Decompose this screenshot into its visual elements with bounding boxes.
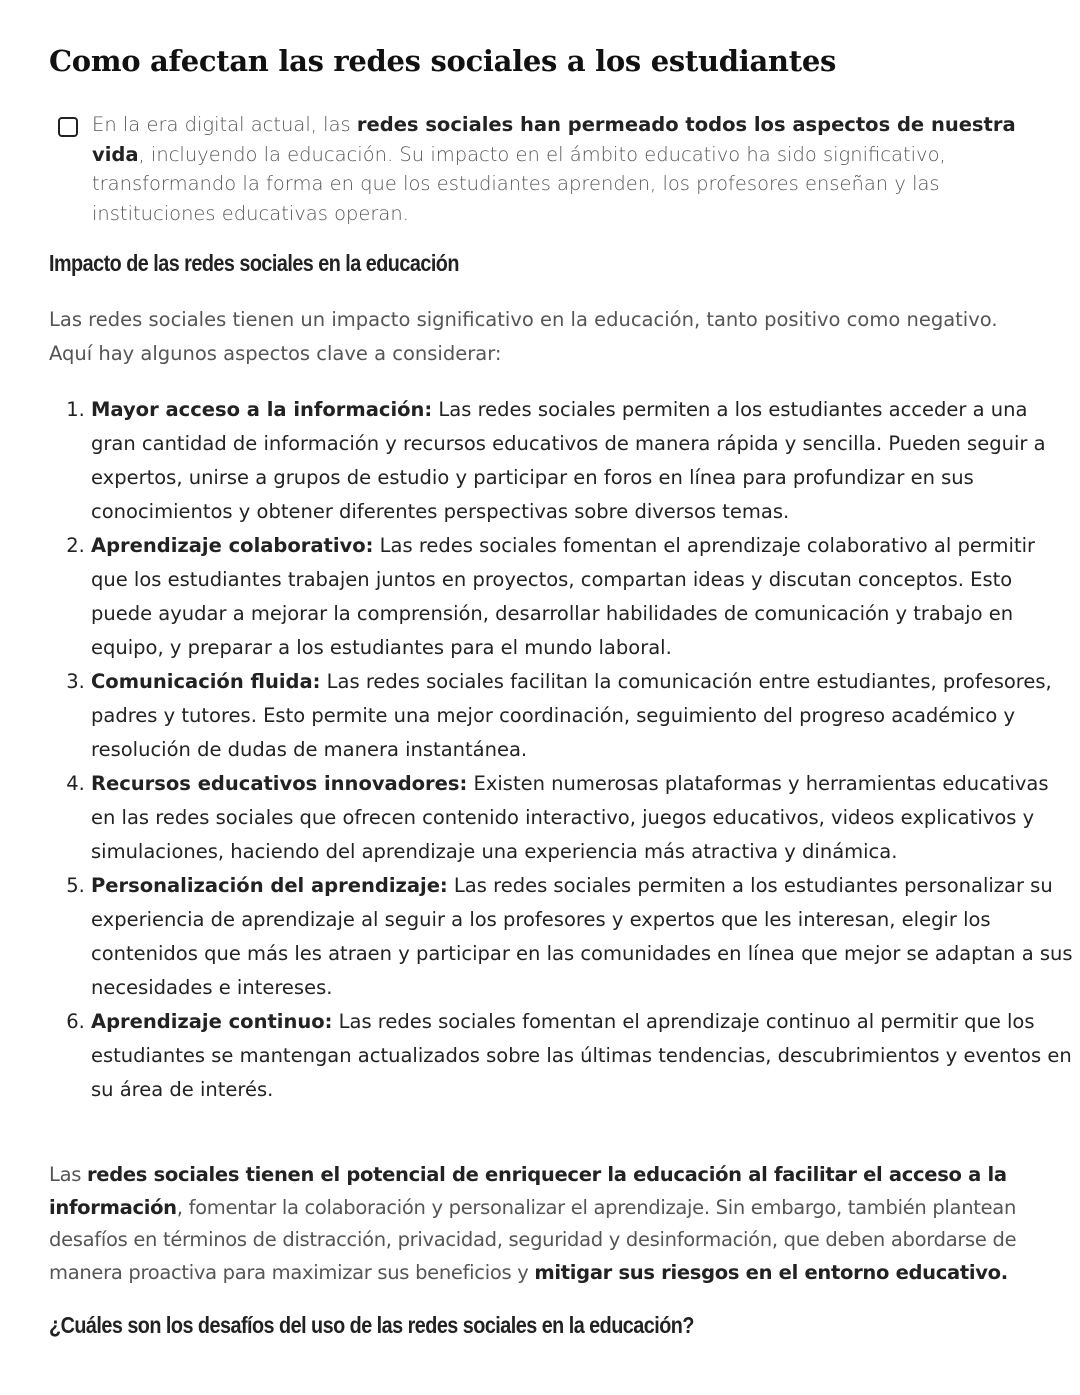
impact-paragraph: Las redes sociales tienen un impacto significativo en la educación, tanto positivo como negativo. Aquí hay algunos aspectos clave a considerar: <box>49 308 998 365</box>
section-heading-challenges: ¿Cuáles son los desafíos del uso de las redes sociales en la educación? <box>49 1312 694 1338</box>
intro-block <box>58 110 1038 228</box>
item-title: Personalización del aprendizaje: <box>91 874 448 897</box>
text: Las <box>49 1163 87 1186</box>
item-text: Las redes sociales permiten a los estudiantes personalizar su experiencia de aprendizaje al seguir a los profesores y expertos que les interesan, elegir los contenidos que más les atraen y participar en las comunidades en línea que mejor se adaptan a sus necesidades e intereses. <box>91 874 1073 999</box>
item-text: Las redes sociales permiten a los estudiantes acceder a una gran cantidad de información y recursos educativos de manera rápida y sencilla. Pueden seguir a expertos, unirse a grupos de estudio y participar en foros en línea para profundizar en sus conocimientos y obtener diferentes perspectivas sobre diversos temas. <box>91 398 1046 523</box>
list-item <box>91 1005 1076 1107</box>
item-title: Aprendizaje colaborativo: <box>91 534 374 557</box>
impact-list <box>49 393 1076 1107</box>
item-title: Recursos educativos innovadores: <box>91 772 468 795</box>
bold-text: redes sociales han permeado todos los aspectos de nuestra vida <box>92 113 1016 166</box>
item-text: Existen numerosas plataformas y herramientas educativas en las redes sociales que ofrecen contenido interactivo, juegos educativos, videos explicativos y simulaciones, haciendo del aprendizaje una experiencia más atractiva y dinámica. <box>91 772 1049 863</box>
item-text: Las redes sociales fomentan el aprendizaje colaborativo al permitir que los estudiantes trabajen juntos en proyectos, compartan ideas y discutan conceptos. Esto puede ayudar a mejorar la comprensión, desarrollar habilidades de comunicación y trabajo en equipo, y preparar a los estudiantes para el mundo laboral. <box>91 534 1036 659</box>
list-item <box>91 393 1076 529</box>
list-item <box>91 529 1076 665</box>
item-title: Comunicación fluida: <box>91 670 321 693</box>
page-title: Como afectan las redes sociales a los estudiantes <box>49 44 836 78</box>
bold-text: redes sociales tienen el potencial de enriquecer la educación al facilitar el acceso a la información <box>49 1163 1007 1219</box>
bold-text: mitigar sus riesgos en el entorno educativo. <box>534 1260 1008 1284</box>
item-title: Aprendizaje continuo: <box>91 1010 333 1033</box>
list-item <box>91 869 1076 1005</box>
intro-paragraph <box>92 110 1038 228</box>
text: , fomentar la colaboración y personalizar el aprendizaje. Sin embargo, también plantean desafíos en términos de distracción, privacidad, seguridad y desinformación, que deben abordarse de manera proactiva para maximizar sus beneficios y <box>49 1195 1017 1284</box>
section-heading-impact: Impacto de las redes sociales en la educación <box>49 250 459 276</box>
list-item <box>91 767 1076 869</box>
summary-paragraph <box>49 1159 1039 1289</box>
list-item <box>91 665 1076 767</box>
item-title: Mayor acceso a la información: <box>91 398 433 421</box>
item-text: Las redes sociales facilitan la comunicación entre estudiantes, profesores, padres y tutores. Esto permite una mejor coordinación, seguimiento del progreso académico y resolución de dudas de manera instantánea. <box>91 670 1052 761</box>
item-text: Las redes sociales fomentan el aprendizaje continuo al permitir que los estudiantes se mantengan actualizados sobre las últimas tendencias, descubrimientos y eventos en su área de interés. <box>91 1010 1072 1101</box>
text: , incluyendo la educación. Su impacto en el ámbito educativo ha sido significativo, transformando la forma en que los estudiantes aprenden, los profesores enseñan y las instituciones educativas operan. <box>92 142 946 225</box>
text: En la era digital actual, las <box>92 113 357 136</box>
checkbox[interactable] <box>58 117 78 137</box>
